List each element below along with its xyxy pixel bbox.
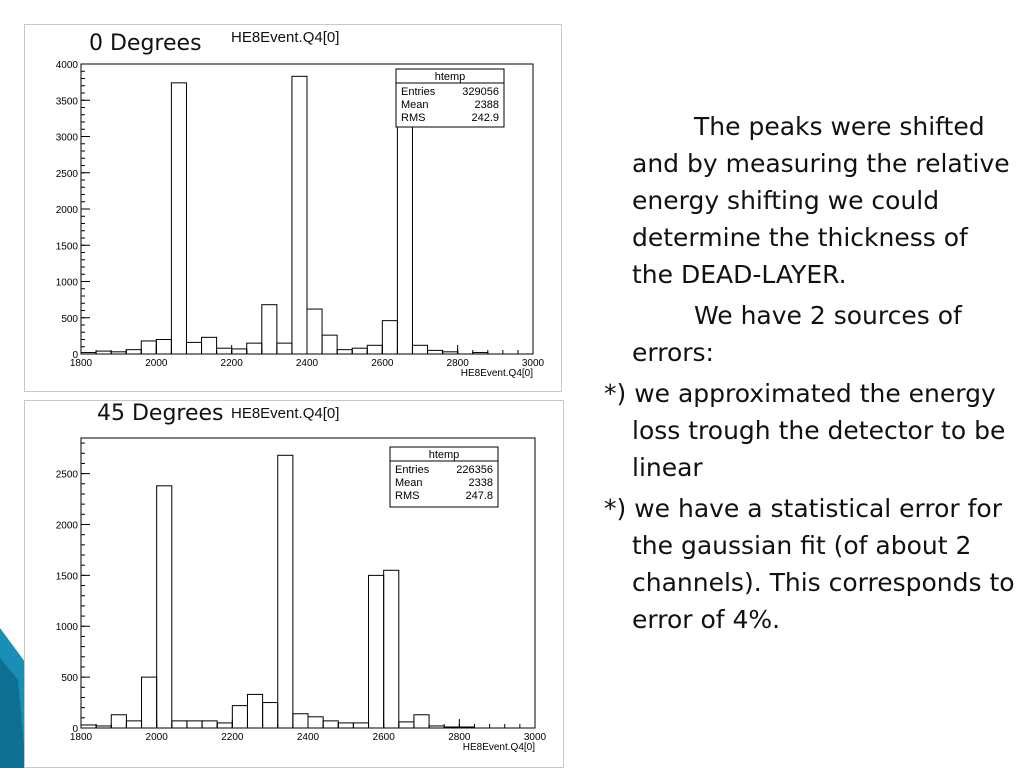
histogram-bin: [262, 305, 277, 354]
histogram-bin: [142, 677, 157, 728]
y-tick-label: 500: [61, 673, 78, 685]
histogram-bin: [399, 722, 414, 728]
y-tick-label: 500: [61, 313, 78, 325]
histogram-bin: [307, 309, 322, 354]
histogram-bin: [247, 694, 262, 728]
x-tick-label: 3000: [523, 732, 547, 743]
y-tick-label: 2500: [55, 168, 78, 180]
x-tick-label: 1800: [69, 732, 93, 743]
histogram-bin: [322, 335, 337, 354]
histogram-bin: [384, 570, 399, 728]
x-axis-label: HE8Event.Q4[0]: [460, 368, 533, 379]
stats-row-label: Entries: [395, 464, 430, 476]
histogram-bin: [247, 343, 262, 354]
histogram-bin: [202, 337, 217, 354]
histogram-bin: [428, 350, 443, 354]
x-tick-label: 2600: [371, 358, 394, 369]
stats-row-value: 2388: [474, 99, 499, 111]
histogram-bin: [353, 723, 368, 728]
histogram-bin: [443, 352, 458, 354]
histogram-bin: [126, 350, 141, 354]
x-tick-label: 2800: [448, 732, 471, 743]
histogram-bin: [459, 727, 474, 728]
stats-row-label: Mean: [401, 99, 429, 111]
histogram-bin: [217, 348, 232, 354]
histogram-bin: [172, 721, 187, 728]
histogram-panel-45-degrees: [24, 400, 564, 768]
histogram-bin: [232, 349, 247, 354]
x-tick-label: 2600: [372, 732, 395, 743]
stats-row-label: Mean: [395, 477, 423, 489]
histogram-chart-0-degrees: [25, 25, 561, 391]
x-tick-label: 1800: [69, 358, 93, 369]
histogram-title: HE8Event.Q4[0]: [231, 29, 340, 46]
stats-row-value: 242.9: [471, 112, 499, 124]
histogram-bin: [278, 455, 293, 728]
histogram-chart-45-degrees: [25, 401, 563, 767]
x-tick-label: 2200: [221, 732, 244, 743]
angle-label: 45 Degrees: [97, 401, 224, 426]
histogram-bin: [263, 703, 278, 728]
text-paragraph-dead-layer: The peaks were shifted and by measuring the relative energy shifting we could determine the thickness of the DEAD-LAYER.: [632, 112, 1010, 289]
y-tick-label: 2000: [55, 205, 78, 216]
y-tick-label: 2000: [55, 520, 78, 532]
histogram-bin: [186, 342, 201, 354]
histogram-bin: [141, 341, 156, 354]
histogram-bin: [444, 727, 459, 728]
y-tick-label: 1000: [55, 622, 78, 634]
text-paragraph-errors: We have 2 sources of errors:: [632, 301, 962, 367]
histogram-title: HE8Event.Q4[0]: [231, 405, 340, 422]
x-tick-label: 2200: [220, 358, 243, 369]
histogram-bin: [171, 83, 186, 354]
histogram-bin: [202, 721, 217, 728]
y-tick-label: 0: [72, 724, 78, 735]
angle-label: 0 Degrees: [89, 31, 202, 56]
text-bullet-statistical: *) we have a statistical error for the gaussian fit (of about 2 channels). This corresponds to error of 4%.: [604, 494, 1015, 634]
stats-row-value: 329056: [462, 86, 499, 98]
histogram-bin: [111, 352, 126, 354]
y-tick-label: 0: [72, 350, 78, 361]
histogram-bin: [293, 714, 308, 728]
stats-row-value: 226356: [456, 464, 493, 476]
y-tick-label: 2500: [55, 469, 78, 481]
stats-box-title: htemp: [434, 71, 466, 83]
stats-row-label: RMS: [401, 112, 426, 124]
histogram-bin: [277, 343, 292, 354]
x-tick-label: 2000: [145, 732, 168, 743]
text-bullet-linear: *) we approximated the energy loss trough the detector to be linear: [604, 379, 1006, 482]
y-tick-label: 1500: [55, 241, 78, 253]
y-tick-label: 1000: [55, 277, 78, 289]
histogram-bin: [412, 345, 427, 354]
y-tick-label: 1500: [55, 571, 78, 583]
histogram-bin: [96, 726, 111, 728]
histogram-bin: [382, 321, 397, 354]
histogram-bin: [429, 726, 444, 728]
histogram-bin: [323, 721, 338, 728]
stats-row-value: 2338: [468, 477, 493, 489]
x-tick-label: 2400: [295, 358, 319, 369]
histogram-bin: [157, 486, 172, 728]
y-tick-label: 4000: [55, 60, 78, 71]
histogram-bin: [292, 76, 307, 354]
y-tick-label: 3000: [55, 132, 78, 144]
histogram-bin: [187, 721, 202, 728]
stats-box-title: htemp: [428, 449, 460, 461]
histogram-bin: [126, 721, 141, 728]
x-tick-label: 2000: [145, 358, 168, 369]
y-tick-label: 3500: [55, 96, 78, 108]
x-tick-label: 3000: [521, 358, 545, 369]
histogram-bin: [232, 706, 247, 728]
stats-row-label: Entries: [401, 86, 436, 98]
x-tick-label: 2400: [296, 732, 320, 743]
histogram-bin: [96, 351, 111, 354]
histogram-bin: [473, 353, 488, 354]
x-tick-label: 2800: [446, 358, 469, 369]
stats-row-value: 247.8: [465, 490, 493, 502]
histogram-bin: [111, 715, 126, 728]
histogram-bin: [367, 345, 382, 354]
histogram-bin: [337, 350, 352, 354]
histogram-bin: [156, 340, 171, 355]
histogram-bin: [338, 723, 353, 728]
stats-row-label: RMS: [395, 490, 420, 502]
histogram-bin: [217, 723, 232, 728]
histogram-panel-0-degrees: [24, 24, 562, 392]
histogram-bin: [308, 717, 323, 728]
histogram-bin: [369, 575, 384, 728]
slide-text-block: [604, 108, 1016, 642]
histogram-bin: [352, 348, 367, 354]
x-axis-label: HE8Event.Q4[0]: [462, 742, 535, 753]
histogram-bin: [414, 715, 429, 728]
